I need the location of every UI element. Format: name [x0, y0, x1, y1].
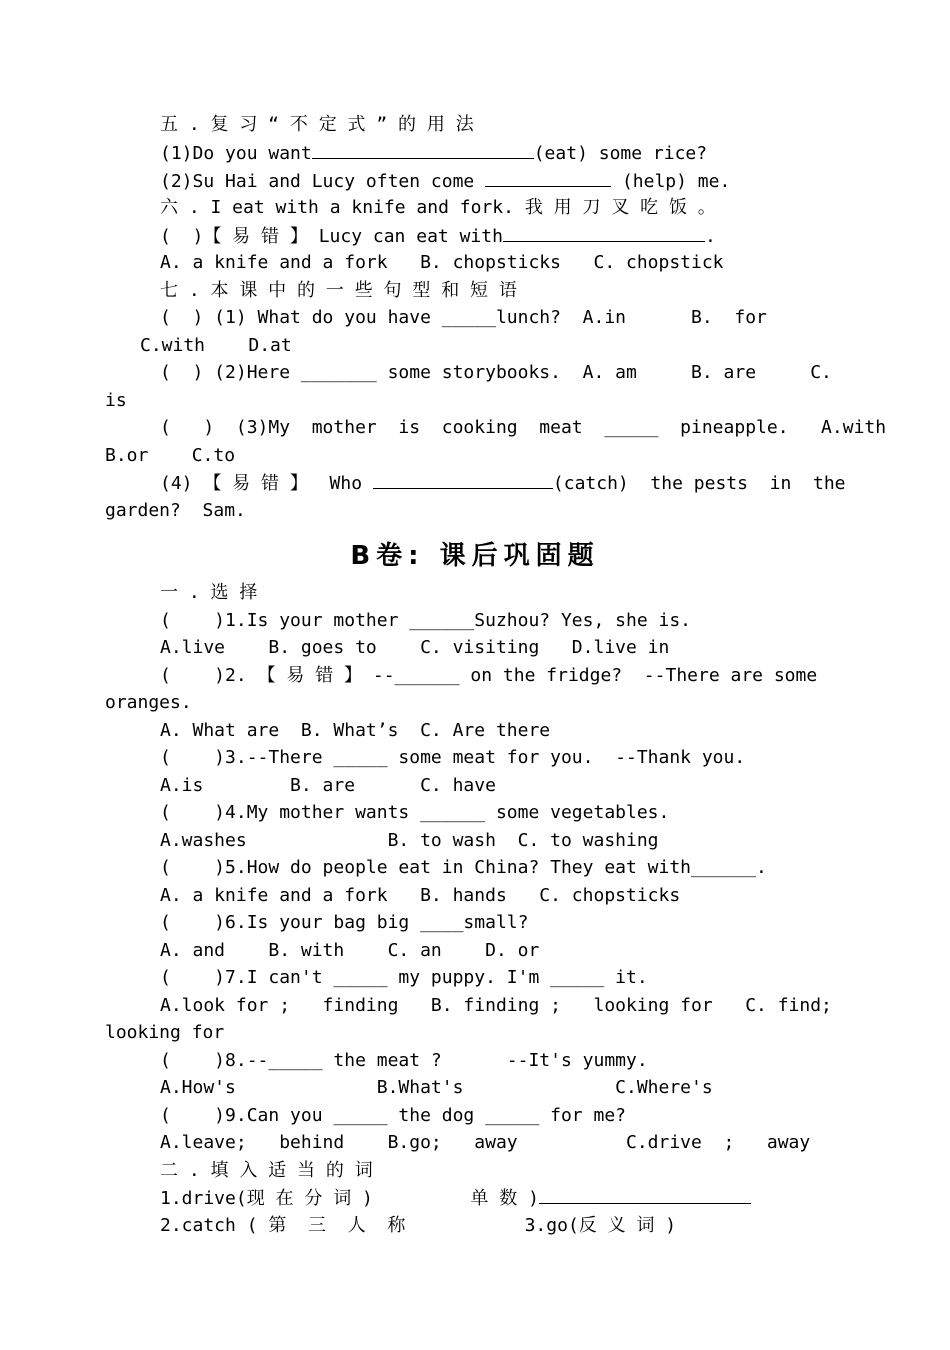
answer-blank[interactable]: [539, 1187, 751, 1204]
b-question-3: ( )3.--There _____ some meat for you. --Thank you.: [160, 747, 746, 768]
s5-q1-text-end: (eat) some rice?: [533, 143, 708, 164]
b-question-9-options: A.leave; behind B.go; away C.drive ; away: [160, 1132, 811, 1153]
b-question-2: ( )2. 【 易 错 】 --______ on the fridge? --There are some: [160, 665, 818, 686]
s5-question-2: [160, 170, 730, 193]
b-fill-1: [160, 1187, 751, 1210]
s6-q-text: ( )【 易 错 】 Lucy can eat with: [160, 226, 503, 247]
answer-blank[interactable]: [503, 225, 705, 242]
s7-question-2-cont: is: [105, 390, 127, 411]
b-question-7-options: A.look for ; finding B. finding ; looking for C. find;: [160, 995, 832, 1016]
b-question-8-options: A.How's B.What's C.Where's: [160, 1077, 713, 1098]
answer-blank[interactable]: [485, 170, 611, 187]
b-question-9: ( )9.Can you _____ the dog _____ for me?: [160, 1105, 626, 1126]
answer-blank[interactable]: [312, 142, 534, 159]
b-question-2-cont: oranges.: [105, 692, 192, 713]
s7-question-4: [160, 472, 846, 495]
s6-q-end: .: [704, 226, 716, 247]
s7-question-3-cont: B.or C.to: [105, 445, 236, 466]
b-question-4-options: A.washes B. to wash C. to washing: [160, 830, 659, 851]
b-question-6-options: A. and B. with C. an D. or: [160, 940, 540, 961]
b-section-1-heading: 一 . 选 择: [160, 582, 258, 603]
b-question-5: ( )5.How do people eat in China? They eat with______.: [160, 857, 767, 878]
s7-q4-text-end: (catch) the pests in the: [552, 473, 846, 494]
s5-q2-text-end: (help) me.: [611, 171, 731, 192]
section-7-heading: 七 . 本 课 中 的 一 些 句 型 和 短 语: [160, 280, 517, 301]
b-section-2-heading: 二 . 填 入 适 当 的 词: [160, 1160, 373, 1181]
b-question-3-options: A.is B. are C. have: [160, 775, 496, 796]
b-question-6: ( )6.Is your bag big ____small?: [160, 912, 529, 933]
b-fill-1-text: 1.drive(现 在 分 词 ) 单 数 ): [160, 1188, 539, 1209]
s7-question-2: ( ) (2)Here _______ some storybooks. A. am B. are C.: [160, 362, 832, 383]
s6-question: [160, 225, 716, 248]
s5-q1-text: (1)Do you want: [160, 143, 312, 164]
b-question-1-options: A.live B. goes to C. visiting D.live in: [160, 637, 670, 658]
b-fill-2: 2.catch ( 第 三 人 称 3.go(反 义 词 ): [160, 1215, 677, 1236]
b-question-4: ( )4.My mother wants ______ some vegetables.: [160, 802, 670, 823]
b-question-1: ( )1.Is your mother ______Suzhou? Yes, she is.: [160, 610, 692, 631]
s7-q4-text: (4) 【 易 错 】 Who: [160, 473, 373, 494]
b-question-5-options: A. a knife and a fork B. hands C. chopsticks: [160, 885, 681, 906]
section-6-heading: 六 . I eat with a knife and fork. 我 用 刀 叉 吃 饭 。: [160, 197, 716, 218]
s7-question-1: ( ) (1) What do you have _____lunch? A.in B. for: [160, 307, 767, 328]
b-question-2-options: A. What are B. What’s C. Are there: [160, 720, 551, 741]
b-question-7: ( )7.I can't _____ my puppy. I'm _____ it.: [160, 967, 648, 988]
s7-question-4-cont: garden? Sam.: [105, 500, 246, 521]
s7-question-1-cont: C.with D.at: [140, 335, 292, 356]
s5-q2-text: (2)Su Hai and Lucy often come: [160, 171, 486, 192]
b-question-8: ( )8.--_____ the meat ? --It's yummy.: [160, 1050, 648, 1071]
b-question-7-cont: looking for: [105, 1022, 225, 1043]
s7-question-3: ( ) (3)My mother is cooking meat _____ pineapple. A.with: [160, 417, 887, 438]
part-b-title: B卷: 课后巩固题: [350, 541, 600, 571]
answer-blank[interactable]: [373, 472, 553, 489]
s6-options: A. a knife and a fork B. chopsticks C. chopstick: [160, 252, 724, 273]
section-5-heading: 五 . 复 习 “ 不 定 式 ” 的 用 法: [160, 114, 474, 135]
s5-question-1: [160, 142, 707, 165]
